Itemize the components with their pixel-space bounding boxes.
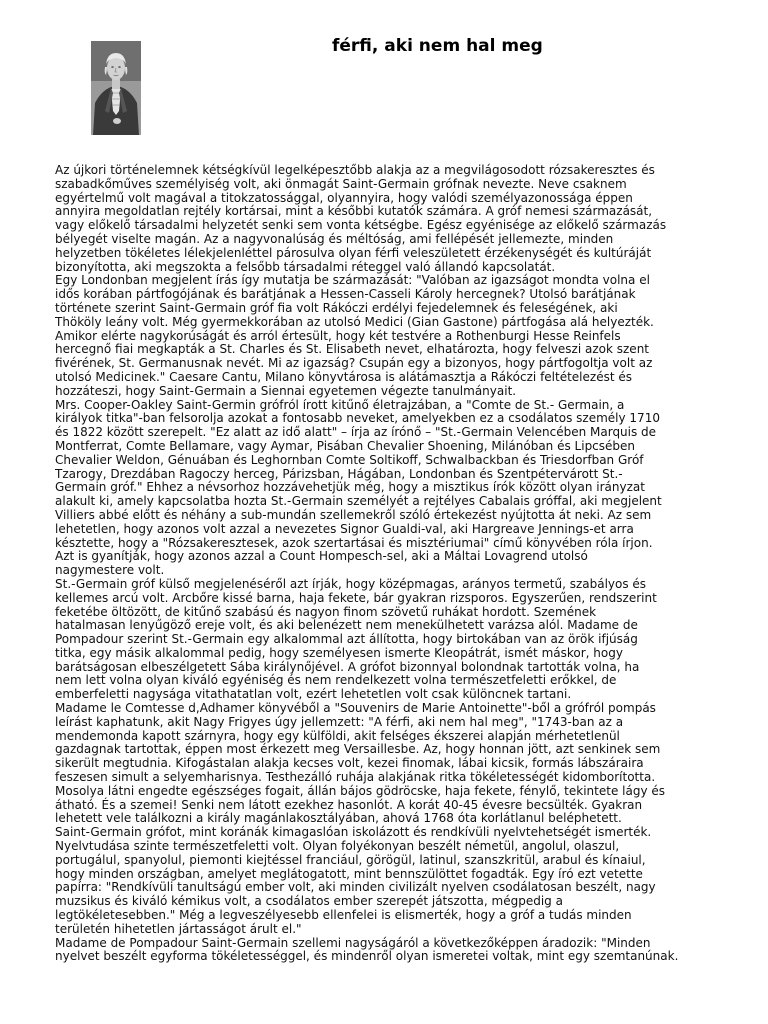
text-line: gazdagnak tartottak, éppen most érkezett meg Versaillesbe. Az, hogy honnan jött, azt senkinek sem	[55, 742, 661, 757]
text-line: lehetetlen, hogy azonos volt azzal a nevezetes Signor Gualdi-val, aki Hargreave Jennings-et arra	[55, 521, 634, 536]
text-line: lehetett vele találkozni a király magánlakosztályában, ahová 1768 óta korlátlanul beléphetett.	[55, 811, 622, 826]
text-line: Pompadour szerint St.-Germain egy alkalommal azt állította, hogy birtokában van az örök ifjúság	[55, 632, 638, 647]
text-line: Villiers abbé előtt és néhány a sub-mundán szellemekről szóló értekezést nyújtotta át neki. Az sem	[55, 507, 652, 522]
text-line: Thököly leány volt. Még gyermekkorában az utolsó Medici (Gian Gastone) pártfogása alá helyezték.	[55, 314, 654, 329]
text-line: hozzáteszi, hogy Saint-Germain a Siennai egyetemen végezte tanulmányait.	[55, 383, 517, 398]
text-line: idős korában pártfogójának és barátjának a Hessen-Casseli Károly hercegnek? Utolsó barátjának	[55, 287, 636, 302]
text-line: Amikor elérte nagykorúságát és arról értesült, hogy két testvére a Rothenburgi Hesse Reinfels	[55, 328, 621, 343]
text-line: egyértelmű volt magával a titokzatossággal, olyannyira, hogy valódi személyazonossága éppen	[55, 190, 633, 205]
text-line: királyok titka"-ban felsorolja azokat a fontosabb neveket, amelyekben ez a csodálatos személy 1710	[55, 411, 660, 426]
paragraph-4	[55, 578, 745, 702]
paragraph-5	[55, 702, 745, 937]
text-line: Egy Londonban megjelent írás így mutatja be származását: "Valóban az igazságot mondta volna el	[55, 273, 650, 288]
text-line: késztette, hogy a "Rózsakeresztesek, azok szertartásai és misztériumai" című könyvében róla írjon.	[55, 535, 653, 550]
text-line: portugálul, spanyolul, piemonti kiejtéssel franciául, görögül, latinul, szanszkritül, arabul és kínaiul,	[55, 852, 646, 867]
text-line: feketébe öltözött, de kitűnő szabású és nagyon finom szövetű ruhákat hordott. Szemének	[55, 604, 597, 619]
text-line: és 1822 között szerepelt. "Ez alatt az idő alatt" – írja az írónő – "St.-Germain Velencében Marquis de	[55, 425, 657, 440]
text-line: Madame le Comtesse d,Adhamer könyvéből a "Souvenirs de Marie Antoinette"-ből a grófról pompás	[55, 701, 656, 716]
text-line: története szerint Saint-Germain gróf fia volt Rákóczi erdélyi fejedelemnek és feleségének, aki	[55, 300, 618, 315]
text-line: papírra: "Rendkívüli tanultságú ember volt, aki minden civilizált nyelven csodálatosan beszélt, nagy	[55, 880, 656, 895]
text-line: vagy előkelő társadalmi helyzetét senki sem vonta kétségbe. Egész egyénisége az előkelő származás	[55, 218, 667, 233]
text-line: titka, egy másik alkalommal pedig, hogy személyesen ismerte Kleopátrát, ismét máskor, hogy	[55, 645, 623, 660]
text-line: fivérének, St. Germanusnak nevét. Mi az igazság? Csupán egy a bizonyos, hogy pártfogoltja volt az	[55, 356, 653, 371]
text-line: St.-Germain gróf külső megjelenéséről azt írják, hogy középmagas, arányos termetű, szabályos és	[55, 576, 647, 591]
text-line: Mosolya látni engedte egészséges fogait, állán bájos gödröcske, haja fekete, fénylő, tekintete lágy és	[55, 783, 665, 798]
text-line: hogy minden országban, amelyet meglátogatott, mint bennszülöttet fogadták. Egy író ezt vetette	[55, 866, 643, 881]
text-line: kellemes arcú volt. Arcbőre kissé barna, haja fekete, bár gyakran rizsporos. Egyszerűen, rendszerint	[55, 590, 657, 605]
text-line: bizonyította, aki megszokta a felsőbb társadalmi réteggel való állandó kapcsolatát.	[55, 259, 556, 274]
text-line: szabadkőműves személyiség volt, aki önmagát Saint-Germain grófnak nevezte. Neve csaknem	[55, 176, 627, 191]
text-line: átható. És a szemei! Senki nem látott ezekhez hasonlót. A korát 40-45 évesre becsülték. Gyakran	[55, 797, 643, 812]
paragraph-3	[55, 399, 745, 578]
page-title: férfi, aki nem hal meg	[332, 36, 543, 56]
text-line: helyzetben tökéletes lélekjelenléttel párosulva olyan férfi veleszületett érzékenységét és kultúráját	[55, 245, 652, 260]
text-line: Madame de Pompadour Saint-Germain szellemi nagyságáról a következőképpen áradozik: "Minden	[55, 935, 651, 950]
text-line: barátságosan elbeszélgetett Sába királynőjével. A grófot bizonnyal bolondnak tartották volna, ha	[55, 659, 640, 674]
text-line: Saint-Germain grófot, mint koránák kimagaslóan iskolázott és rendkívüli nyelvtehetségét ismerték.	[55, 825, 652, 840]
text-line: Azt is gyanítják, hogy azonos azzal a Count Hompesch-sel, aki a Máltai Lovagrend utolsó	[55, 549, 588, 564]
text-line: mendemonda kapott szárnyra, hogy egy külföldi, akit felséges ékszerei alapján mérhetetlenül	[55, 728, 620, 743]
text-line: területén hihetetlen jártasságot árult el."	[55, 921, 302, 936]
text-line: alakult ki, amely kapcsolatba hozta St.-Germain személyét a rejtélyes Cabalais gróffal, aki megjelent	[55, 494, 662, 509]
text-line: muzsikus és kiváló kémikus volt, a csodálatos ember szerepét játszotta, mégpedig a	[55, 894, 563, 909]
text-line: utolsó Medicinek." Caesare Cantu, Milano könyvtárosa is alátámasztja a Rákóczi feltételezést és	[55, 369, 632, 384]
text-line: Nyelvtudása szinte természetfeletti volt. Olyan folyékonyan beszélt németül, angolul, olaszul,	[55, 839, 620, 854]
text-line: Tzarogy, Drezdában Ragoczy herceg, Párizsban, Hágában, Londonban és Szentpétervárott St.-	[55, 466, 623, 481]
text-line: Montferrat, Comte Bellamare, vagy Aymar, Pisában Chevalier Shoening, Milánóban és Lipcsében	[55, 438, 636, 453]
article-body	[55, 164, 745, 964]
text-line: feszesen simult a selyemharisnya. Testhezálló ruhája alakjának ritka tökéletességét kidomborította.	[55, 770, 656, 785]
text-line: sikerült megtudnia. Kifogástalan alakja kecses volt, kezei finomak, lábai kicsik, formás lábszáraira	[55, 756, 644, 771]
paragraph-1	[55, 164, 745, 274]
text-line: bélyegét viselte magán. Az a nagyvonalúság és méltóság, ami fellépését jellemezte, minden	[55, 231, 614, 246]
text-line: nagymestere volt.	[55, 563, 165, 578]
text-line: Chevalier Weldon, Génuában és Leghornban Comte Soltikoff, Schwalbackban és Triesdorfban Gróf	[55, 452, 644, 467]
text-line: Germain gróf." Ehhez a névsorhoz hozzávehetjük még, hogy a misztikus írók között olyan irányzat	[55, 480, 645, 495]
text-line: emberfeletti nagysága vitathatatlan volt, ezért lehetetlen volt csak különcnek tartani.	[55, 687, 572, 702]
text-line: Mrs. Cooper-Oakley Saint-Germin grófról írott kitűnő életrajzában, a "Comte de St.- Germain, a	[55, 397, 625, 412]
text-line: Az újkori történelemnek kétségkívül legelképesztőbb alakja az a megvilágosodott rózsakeresztes és	[55, 163, 655, 177]
text-line: leírást kaphatunk, akit Nagy Frigyes úgy jellemzett: "A férfi, aki nem hal meg", "1743-ban az a	[55, 714, 624, 729]
text-line: nem lett volna olyan kiváló egyéniség és nem rendelkezett volna természetfeletti erőkkel, de	[55, 673, 617, 688]
paragraph-6	[55, 937, 745, 965]
paragraph-2	[55, 274, 745, 398]
text-line: hercegnő fiai megkapták a St. Charles és St. Elisabeth nevet, elhatározta, hogy felveszi azok szent	[55, 342, 649, 357]
text-line: legtökéletesebben." Még a legveszélyesebb ellenfelei is elismerték, hogy a gróf a tudás minden	[55, 908, 632, 923]
text-line: hatalmasan lenyűgöző ereje volt, és aki belenézett nem menekülhetett varázsa alól. Madame de	[55, 618, 638, 633]
text-line: nyelvet beszélt egyforma tökéletességgel, és mindenről olyan ismeretei voltak, mint egy szemtanúnak.	[55, 949, 679, 964]
portrait-image	[91, 41, 141, 135]
portrait-engraving-icon	[91, 41, 141, 135]
text-line: annyira megoldatlan rejtély kortársai, mint a későbbi kutatók számára. A gróf nemesi származását,	[55, 204, 653, 219]
